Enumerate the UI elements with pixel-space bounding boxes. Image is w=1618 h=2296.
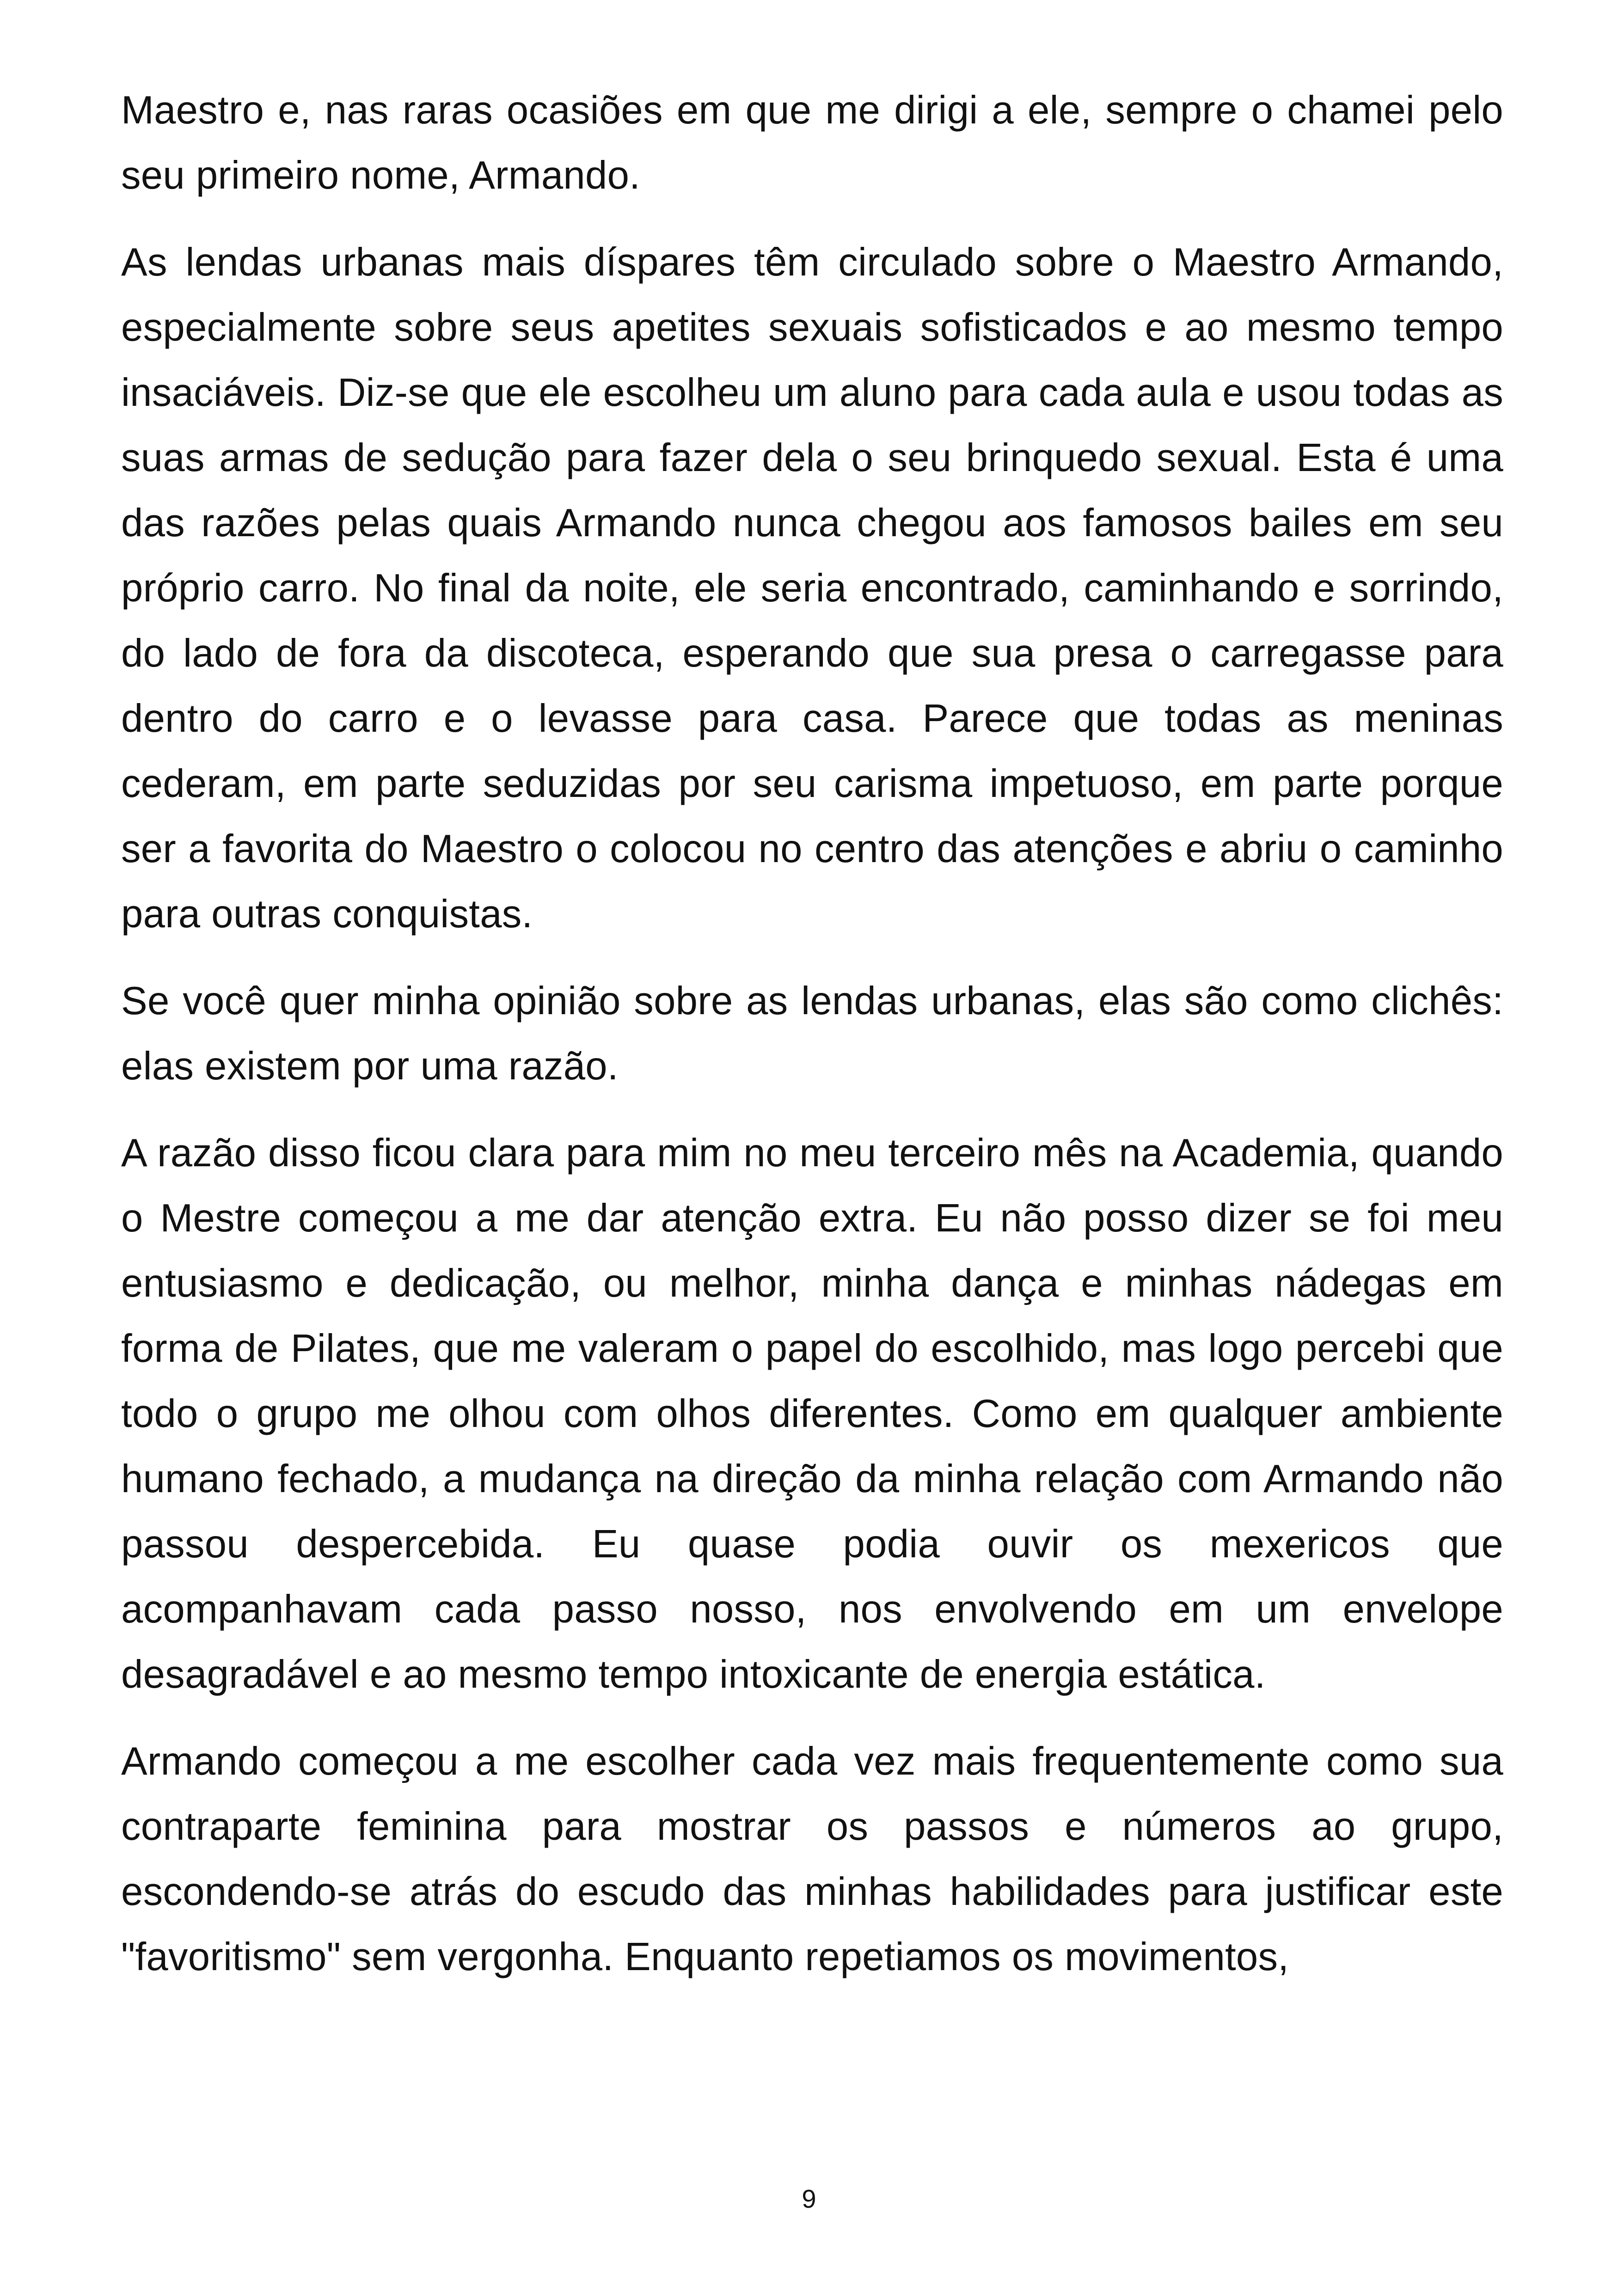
paragraph: Se você quer minha opinião sobre as lendas urbanas, elas são como clichês: elas existem por uma razão. — [121, 979, 1503, 1088]
paragraph: Armando começou a me escolher cada vez mais frequentemente como sua contraparte feminina para mostrar os passos e números ao grupo, escondendo-se atrás do escudo das minhas habilidades para justificar este "favoritismo" sem vergonha. Enquanto repetiamos os movimentos, — [121, 1739, 1503, 1979]
body-text — [121, 78, 1503, 2011]
paragraph: As lendas urbanas mais díspares têm circulado sobre o Maestro Armando, especialmente sobre seus apetites sexuais sofisticados e ao mesmo tempo insaciáveis. Diz-se que ele escolheu um aluno para cada aula e usou todas as suas armas de sedução para fazer dela o seu brinquedo sexual. Esta é uma das razões pelas quais Armando nunca chegou aos famosos bailes em seu próprio carro. No final da noite, ele seria encontrado, caminhando e sorrindo, do lado de fora da discoteca, esperando que sua presa o carregasse para dentro do carro e o levasse para casa. Parece que todas as meninas cederam, em parte seduzidas por seu carisma impetuoso, em parte porque ser a favorita do Maestro o colocou no centro das atenções e abriu o caminho para outras conquistas. — [121, 240, 1503, 936]
paragraph: A razão disso ficou clara para mim no meu terceiro mês na Academia, quando o Mestre começou a me dar atenção extra. Eu não posso dizer se foi meu entusiasmo e dedicação, ou melhor, minha dança e minhas nádegas em forma de Pilates, que me valeram o papel do escolhido, mas logo percebi que todo o grupo me olhou com olhos diferentes. Como em qualquer ambiente humano fechado, a mudança na direção da minha relação com Armando não passou despercebida. Eu quase podia ouvir os mexericos que acompanhavam cada passo nosso, nos envolvendo em um envelope desagradável e ao mesmo tempo intoxicante de energia estática. — [121, 1131, 1503, 1696]
paragraph: Maestro e, nas raras ocasiões em que me dirigi a ele, sempre o chamei pelo seu primeiro nome, Armando. — [121, 88, 1503, 197]
page-number: 9 — [802, 2184, 816, 2213]
